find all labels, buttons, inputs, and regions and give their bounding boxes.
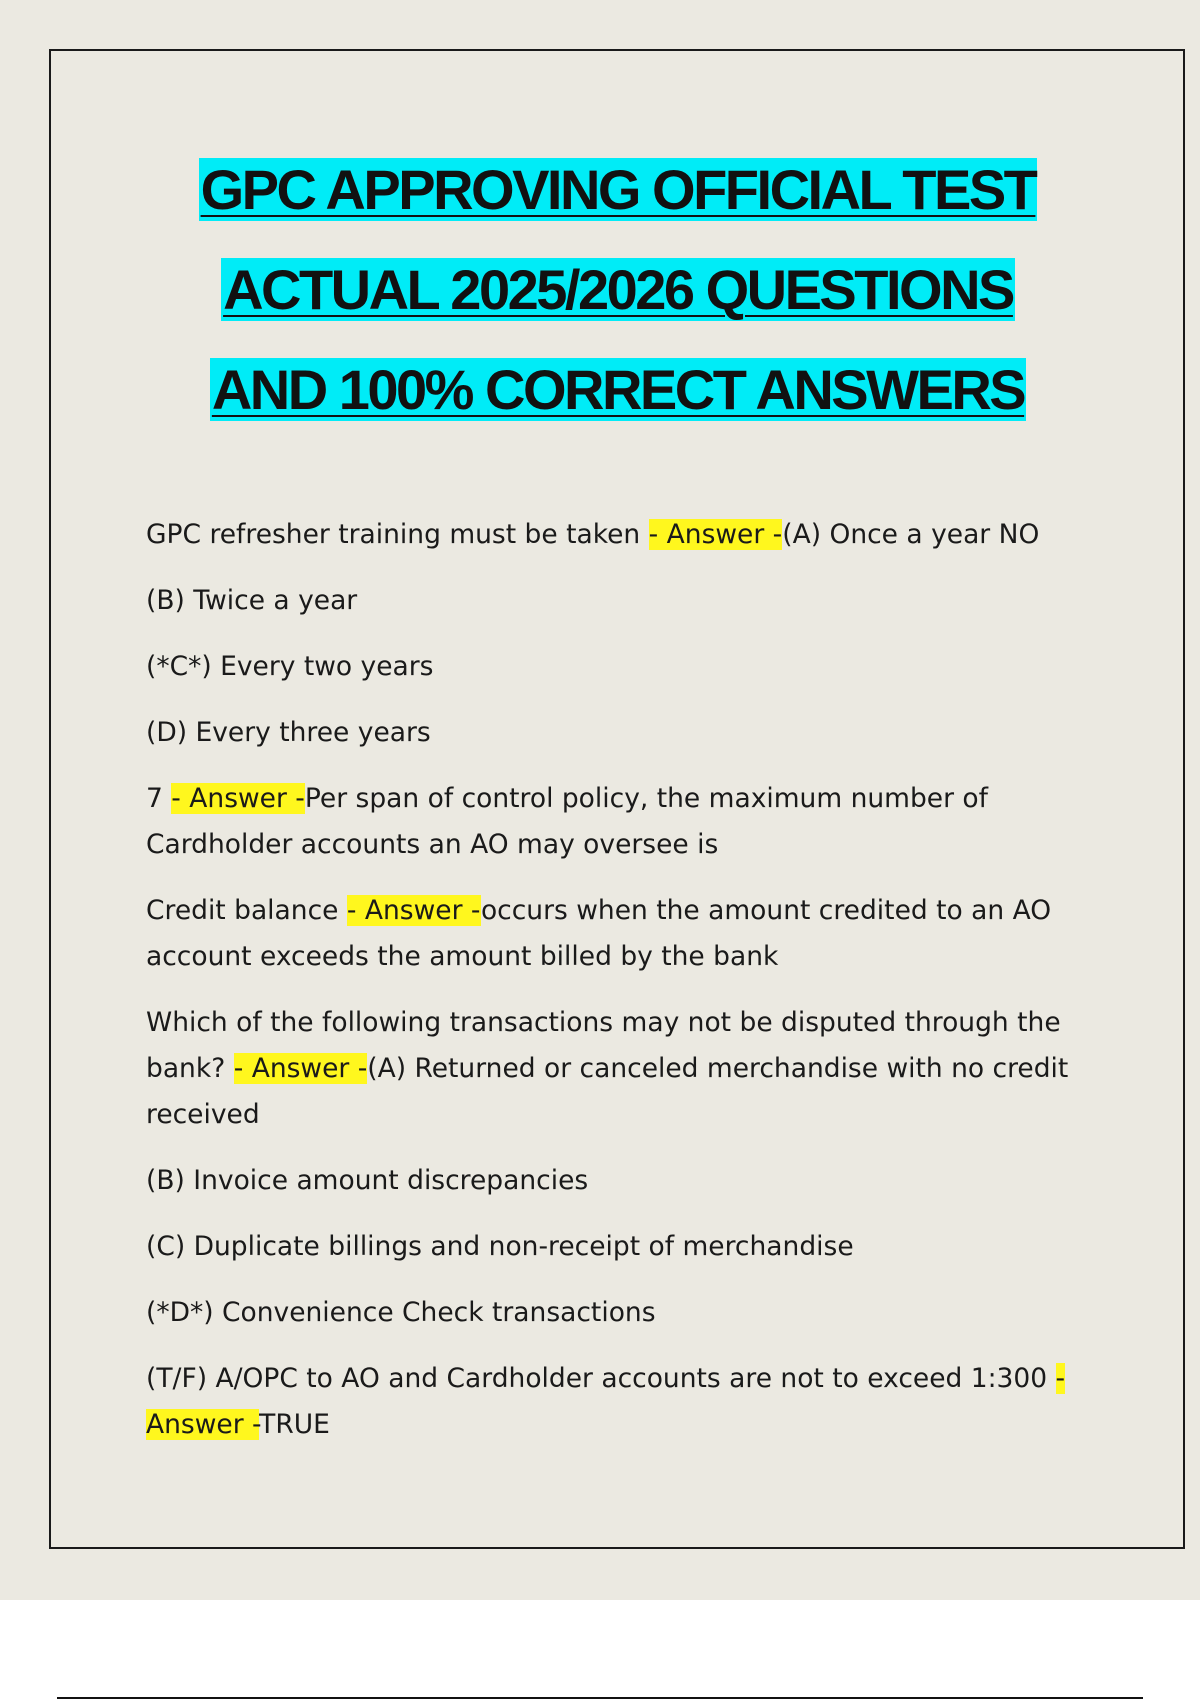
- question-span-of-control: 7 - Answer -Per span of control policy, the maximum number of Cardholder accounts an AO may oversee is: [146, 783, 988, 860]
- question-refresher-training: GPC refresher training must be taken - Answer -(A) Once a year NO: [146, 519, 1040, 550]
- title-line-3: AND 100% CORRECT ANSWERS: [211, 358, 1025, 421]
- option-c: (C) Duplicate billings and non-receipt of merchandise: [146, 1231, 854, 1262]
- question-aopc-ratio: (T/F) A/OPC to AO and Cardholder accounts are not to exceed 1:300 - Answer -TRUE: [146, 1363, 1066, 1440]
- title-line-1: GPC APPROVING OFFICIAL TEST: [200, 158, 1036, 221]
- answer-marker: - Answer -: [146, 1363, 1066, 1440]
- option-d: (*D*) Convenience Check transactions: [146, 1297, 656, 1328]
- answer-marker: - Answer -: [171, 783, 305, 814]
- option-d: (D) Every three years: [146, 717, 431, 748]
- answer-marker: - Answer -: [648, 519, 783, 550]
- answer-marker: - Answer -: [346, 895, 481, 926]
- footer-divider: [57, 1697, 1143, 1699]
- answer-marker: - Answer -: [233, 1053, 368, 1084]
- title-line-2: ACTUAL 2025/2026 QUESTIONS: [223, 258, 1013, 321]
- option-b: (B) Invoice amount discrepancies: [146, 1165, 589, 1196]
- option-c: (*C*) Every two years: [146, 651, 434, 682]
- question-disputed-transactions: Which of the following transactions may not be disputed through the bank? - Answer -(A) Returned or canceled merchandise with no credit received: [146, 1007, 1069, 1130]
- question-list: [146, 512, 1076, 1468]
- option-b: (B) Twice a year: [146, 585, 358, 616]
- document-title: [0, 140, 1200, 440]
- question-credit-balance: Credit balance - Answer -occurs when the amount credited to an AO account exceeds the amount billed by the bank: [146, 895, 1052, 972]
